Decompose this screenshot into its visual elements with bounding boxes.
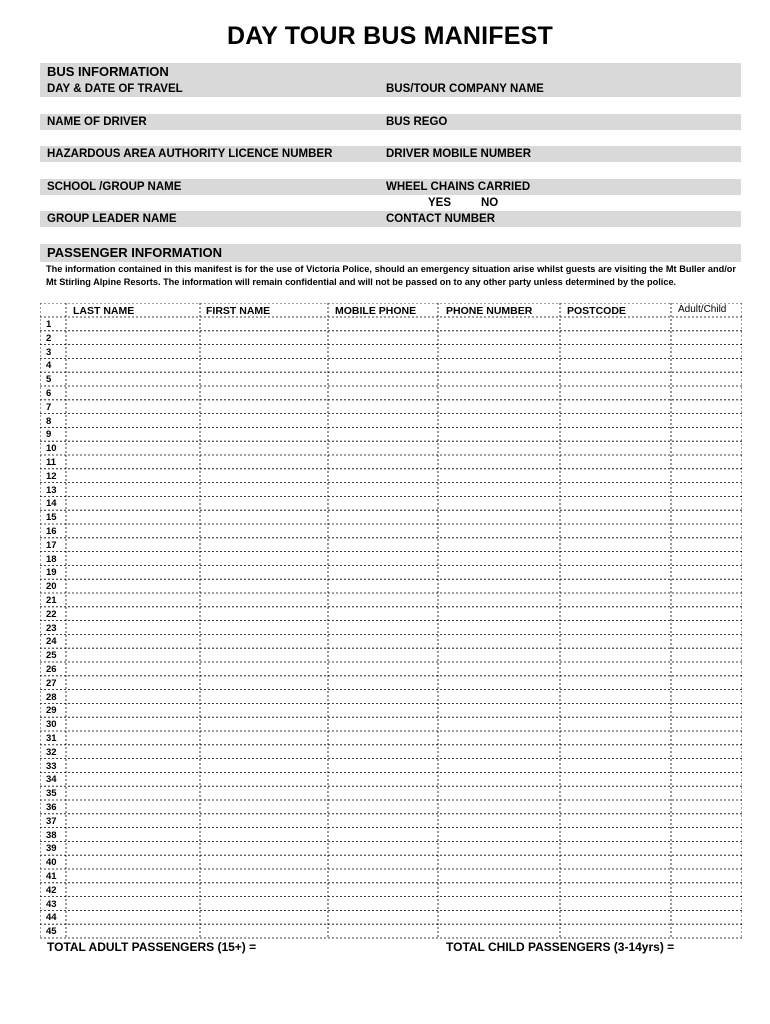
passenger-table[interactable] [40,303,742,940]
chains-no-option[interactable]: NO [481,197,499,209]
row-number: 25 [46,650,57,662]
row-number: 40 [46,857,57,869]
column-header-last-name: LAST NAME [73,305,135,317]
field-label-school-group: SCHOOL /GROUP NAME [47,181,182,193]
row-number: 17 [46,539,57,551]
column-header-first-name: FIRST NAME [206,305,271,317]
total-adult-passengers: TOTAL ADULT PASSENGERS (15+) = [47,940,257,954]
row-number: 10 [46,443,57,455]
privacy-disclaimer: The information contained in this manifest is for the use of Victoria Police, should an emergency situation arise whilst guests are visiting the Mt Buller and/or Mt Stirling Alpine Resorts. The information will remain confidential and will not be passed on to any other party unless determined by the police. [46,264,736,287]
field-label-bus-rego: BUS REGO [386,116,448,128]
row-number: 9 [46,429,52,441]
field-label-licence-number: HAZARDOUS AREA AUTHORITY LICENCE NUMBER [47,148,333,160]
row-number: 16 [46,526,57,537]
passenger-info-heading: PASSENGER INFORMATION [47,245,223,260]
row-number: 20 [46,581,57,593]
row-number: 11 [46,457,57,468]
row-number: 39 [46,843,57,855]
row-number: 2 [46,332,52,344]
row-number: 33 [46,760,57,772]
total-child-passengers: TOTAL CHILD PASSENGERS (3-14yrs) = [446,940,675,954]
field-label-group-leader: GROUP LEADER NAME [47,213,177,225]
row-number: 19 [46,567,57,579]
column-header-mobile-phone: MOBILE PHONE [335,305,417,317]
row-number: 7 [46,401,52,413]
row-number: 42 [46,884,57,896]
row-number: 21 [46,595,57,606]
row-number: 4 [46,360,52,372]
bus-info-heading: BUS INFORMATION [47,64,169,79]
row-number: 35 [46,788,57,800]
row-number: 23 [46,622,57,634]
row-number: 41 [46,871,57,882]
field-label-day-date: DAY & DATE OF TRAVEL [47,83,183,95]
field-label-wheel-chains: WHEEL CHAINS CARRIED [386,181,531,193]
row-number: 31 [46,733,57,744]
row-number: 38 [46,829,57,841]
row-number: 34 [46,774,57,786]
row-number: 37 [46,815,57,827]
row-number: 12 [46,470,57,482]
row-number: 44 [46,912,57,924]
chains-yes-option[interactable]: YES [428,197,452,209]
row-number: 43 [46,898,57,910]
row-number: 6 [46,388,52,399]
column-header-adult-child: Adult/Child [678,304,727,315]
row-number: 15 [46,512,57,524]
row-number: 13 [46,484,57,496]
column-header-postcode: POSTCODE [567,305,626,317]
row-number: 22 [46,608,57,620]
row-number: 29 [46,705,57,717]
document-title: DAY TOUR BUS MANIFEST [226,22,553,50]
field-label-contact-number: CONTACT NUMBER [386,213,496,225]
row-number: 30 [46,719,57,731]
row-number: 18 [46,553,57,565]
row-number: 28 [46,691,57,703]
row-number: 1 [46,319,52,330]
passenger-table-grid [40,303,742,940]
row-number: 36 [46,802,57,813]
row-number: 26 [46,664,57,675]
row-number: 27 [46,677,57,689]
row-number: 24 [46,636,57,648]
row-number: 5 [46,374,52,386]
row-number: 3 [46,346,52,358]
row-number: 8 [46,415,52,427]
field-label-driver-mobile: DRIVER MOBILE NUMBER [386,148,532,160]
row-number: 45 [46,926,57,938]
field-label-driver-name: NAME OF DRIVER [47,116,147,128]
column-header-phone-number: PHONE NUMBER [446,305,533,317]
row-number: 32 [46,746,57,758]
field-label-company-name: BUS/TOUR COMPANY NAME [386,83,544,95]
row-number: 14 [46,498,57,510]
